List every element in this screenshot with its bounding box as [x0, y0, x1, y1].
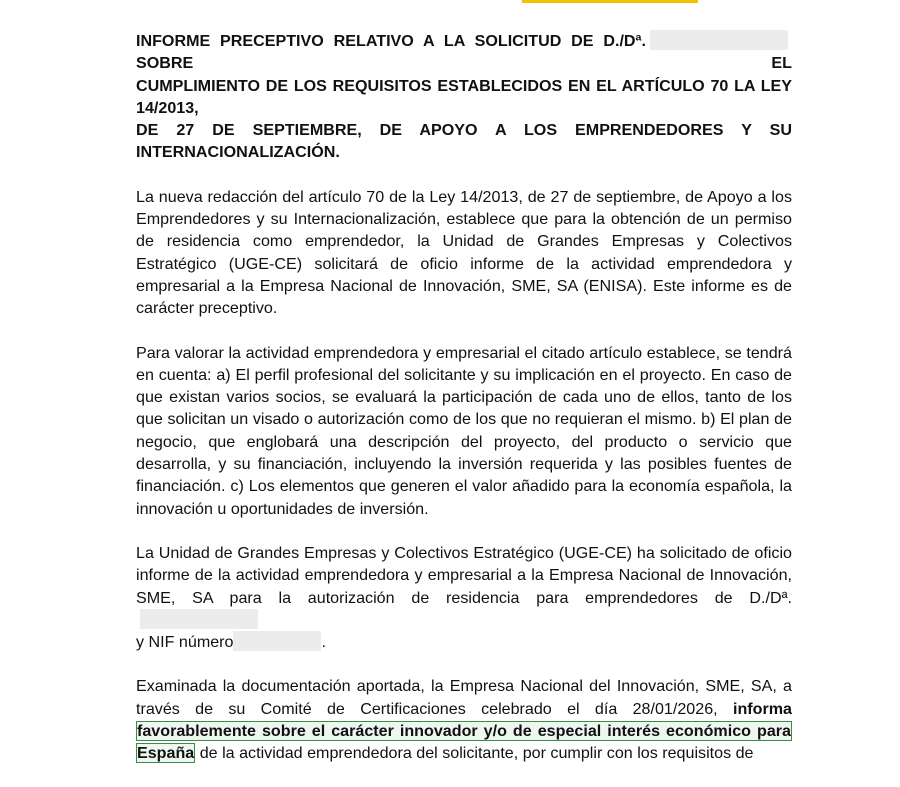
paragraph-legal-basis: La nueva redacción del artículo 70 de la Ley 14/2013, de 27 de septiembre, de Apoyo a los Emprendedores y su Internacionalización, establece que para la obtención de un permiso de residencia como emprendedor, la Unidad de Grandes Empresas y Colectivos Estratégico (UGE-CE) solicitará de oficio informe de la actividad emprendedora y empresarial a la Empresa Nacional de Innovación, SME, SA (ENISA). Este informe es de carácter preceptivo. [136, 187, 792, 318]
paragraph-request: La Unidad de Grandes Empresas y Colectivos Estratégico (UGE-CE) ha solicitado de oficio informe de la actividad emprendedora y empresarial a la Empresa Nacional de Innovación, SME, SA para la autorización de residencia para emprendedores de D./Dª. y NIF número . [136, 543, 792, 652]
document-body [136, 30, 792, 787]
redacted-applicant-name-2 [140, 609, 258, 629]
title-line-3: DE 27 DE SEPTIEMBRE, DE APOYO A LOS EMPRENDEDORES Y SU [136, 121, 792, 140]
report-title [136, 30, 792, 164]
favorable-decision-highlight: favorablemente sobre el carácter innovador y/o de especial interés económico para [137, 722, 791, 741]
espana-highlight: España [137, 744, 195, 763]
paragraph-resolution: Examinada la documentación aportada, la Empresa Nacional del Innovación, SME, SA, a través de su Comité de Certificaciones celebrado el día 28/01/2026, informa favorablemente sobre el carácter innovador y/o de especial interés económico para España de la actividad emprendedora del solicitante, por cumplir con los requisitos de [136, 677, 792, 763]
title-line-4: INTERNACIONALIZACIÓN. [136, 143, 340, 162]
top-yellow-tab [522, 0, 698, 3]
title-line-1: INFORME PRECEPTIVO RELATIVO A LA SOLICITUD DE D./Dª.SOBRE EL [136, 32, 792, 73]
redacted-applicant-name [650, 30, 788, 50]
paragraph-evaluation-criteria: Para valorar la actividad emprendedora y empresarial el citado artículo establece, se tendrá en cuenta: a) El perfil profesional del solicitante y su implicación en el proyecto. En caso de que existan varios socios, se evaluará la participación de cada uno de ellos, tanto de los que solicitan un visado o autorización como de los que no requieran el mismo. b) El plan de negocio, que englobará una descripción del proyecto, del producto o servicio que desarrolla, y su financiación, incluyendo la inversión requerida y las posibles fuentes de financiación. c) Los elementos que generen el valor añadido para la economía española, la innovación u oportunidades de inversión. [136, 343, 792, 518]
title-line-2: CUMPLIMIENTO DE LOS REQUISITOS ESTABLECIDOS EN EL ARTÍCULO 70 LA LEY 14/2013, [136, 76, 792, 117]
redacted-nif [233, 631, 321, 651]
informa-word: informa [732, 699, 792, 718]
